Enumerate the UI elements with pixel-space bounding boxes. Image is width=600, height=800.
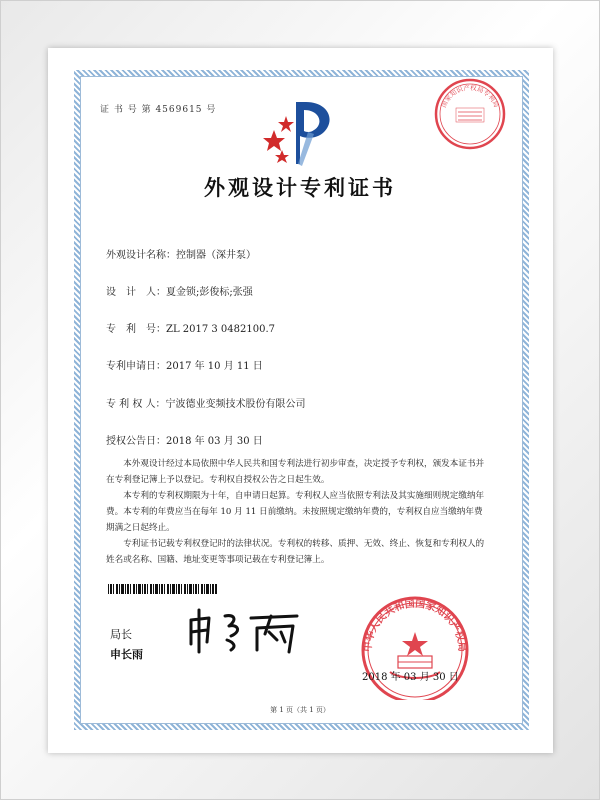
- handwritten-signature: [185, 606, 305, 656]
- signer-name: 申长雨: [110, 648, 143, 661]
- field-label: 专 利 号：: [106, 324, 166, 335]
- field-label: 授权公告日：: [106, 436, 166, 447]
- field-application-date: [106, 357, 263, 372]
- seal-date: 2018 年 03 月 30 日: [362, 672, 459, 683]
- office-seal-top: [432, 76, 508, 152]
- field-label: 专 利 权 人：: [106, 399, 166, 410]
- signer-title: 局长: [110, 628, 132, 641]
- field-value: 控制器（深井泵）: [176, 250, 256, 261]
- field-label: 设 计 人：: [106, 287, 166, 298]
- field-value: 夏金锁;彭俊标;张强: [166, 287, 253, 298]
- field-value: 2018 年 03 月 30 日: [166, 436, 263, 447]
- barcode: [108, 584, 218, 594]
- field-patent-number: [106, 320, 275, 335]
- field-label: 外观设计名称：: [106, 250, 176, 261]
- body-paragraph: 本外观设计经过本局依照中华人民共和国专利法进行初步审查，决定授予专利权，颁发本证书并在专利登记簿上予以登记。专利权自授权公告之日起生效。: [106, 459, 485, 485]
- field-label: 专利申请日：: [106, 361, 166, 372]
- field-grant-date: [106, 432, 263, 447]
- field-value: 宁波德业变频技术股份有限公司: [165, 399, 306, 410]
- big-seal-text: 中华人民共和国国家知识产权局: [362, 598, 468, 653]
- patent-office-logo: [258, 92, 348, 172]
- field-design-name: [106, 246, 256, 261]
- body-paragraph: 本专利的专利权期限为十年，自申请日起算。专利权人应当依照专利法及其实施细则规定缴纳年费。本专利的年费应当在每年 10 月 11 日前缴纳。未按照规定缴纳年费的，专利权自应当缴纳年费期满之日起终止。: [106, 491, 485, 533]
- certificate-title: 外观设计专利证书: [204, 175, 396, 200]
- page-number: 第 1 页（共 1 页）: [270, 706, 330, 714]
- field-value: 2017 年 10 月 11 日: [166, 361, 263, 372]
- top-seal-text: 国家知识产权局专利局: [439, 83, 501, 109]
- certificate-number: 证 书 号 第 4569615 号: [100, 105, 217, 115]
- national-ip-office-seal: [340, 590, 490, 700]
- field-value: ZL 2017 3 0482100.7: [166, 324, 276, 335]
- body-paragraph: 专利证书记载专利权登记时的法律状况。专利权的转移、质押、无效、终止、恢复和专利权人的姓名或名称、国籍、地址变更等事项记载在专利登记簿上。: [106, 539, 485, 565]
- certificate-body-text: [106, 456, 491, 568]
- field-patentee: [106, 395, 306, 410]
- field-designer: [106, 283, 253, 298]
